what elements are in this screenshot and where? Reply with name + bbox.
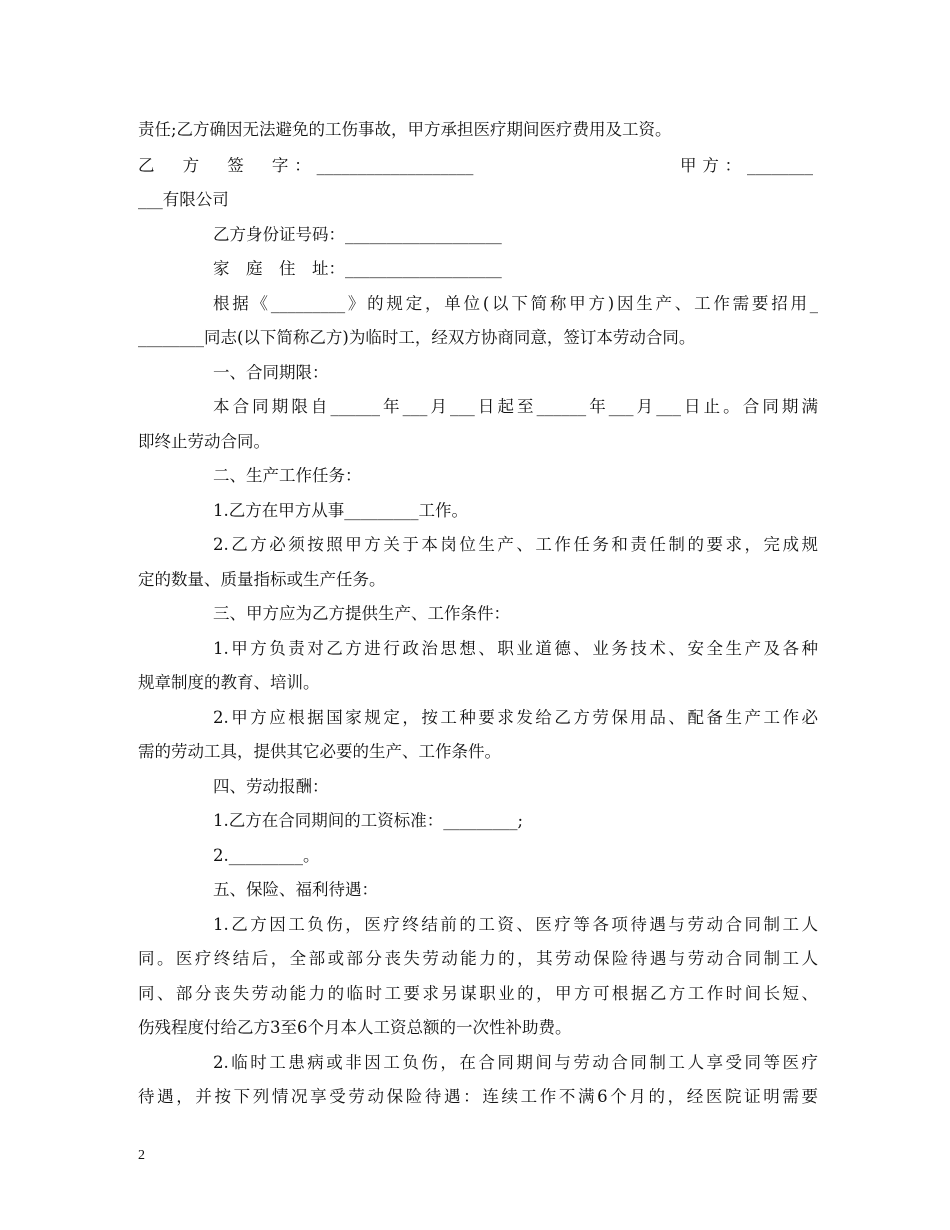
section-heading: 二、生产工作任务： [213, 466, 362, 485]
signature-line: 乙 方 签 字：___________________ 甲方：________ [138, 156, 813, 175]
section-heading: 五、保险、福利待遇： [213, 880, 378, 899]
text-line: 需的劳动工具，提供其它必要的生产、工作条件。 [138, 742, 501, 761]
text-line: 定的数量、质量指标或生产任务。 [138, 570, 386, 589]
text-line: 1.甲方负责对乙方进行政治思想、职业道德、业务技术、安全生产及各种 [213, 639, 818, 658]
text-line: 本合同期限自______年___月___日起至______年___月___日止。合同期满 [213, 397, 818, 416]
text-line: 2.甲方应根据国家规定，按工种要求发给乙方劳保用品、配备生产工作必 [213, 708, 818, 727]
text-line: 规章制度的教育、培训。 [138, 673, 320, 692]
section-heading: 三、甲方应为乙方提供生产、工作条件： [213, 604, 510, 623]
page-number: 2 [138, 1148, 145, 1163]
text-line: 即终止劳动合同。 [138, 432, 270, 451]
id-number-line: 乙方身份证号码：___________________ [213, 225, 502, 244]
text-line: 同、部分丧失劳动能力的临时工要求另谋职业的，甲方可根据乙方工作时间长短、 [138, 984, 818, 1003]
text-line: 待遇，并按下列情况享受劳动保险待遇：连续工作不满6个月的，经医院证明需要 [138, 1087, 818, 1106]
text-line: 伤残程度付给乙方3至6个月本人工资总额的一次性补助费。 [138, 1018, 572, 1037]
text-line: 1.乙方在合同期间的工资标准：_________; [213, 811, 524, 830]
address-line: 家 庭 住 址：___________________ [213, 259, 502, 278]
text-line: ________同志(以下简称乙方)为临时工，经双方协商同意，签订本劳动合同。 [138, 328, 696, 347]
text-line: 1.乙方在甲方从事_________工作。 [213, 501, 468, 520]
text-line: 责任;乙方确因无法避免的工伤事故，甲方承担医疗期间医疗费用及工资。 [138, 120, 672, 139]
text-line: 2.乙方必须按照甲方关于本岗位生产、工作任务和责任制的要求，完成规 [213, 535, 818, 554]
text-line: 根据《_________》的规定，单位(以下简称甲方)因生产、工作需要招用_ [213, 294, 818, 313]
text-line: 2._________。 [213, 846, 320, 865]
text-line: ___有限公司 [138, 190, 229, 209]
text-line: 2.临时工患病或非因工负伤，在合同期间与劳动合同制工人享受同等医疗 [213, 1053, 818, 1072]
section-heading: 一、合同期限： [213, 363, 329, 382]
text-line: 1.乙方因工负伤，医疗终结前的工资、医疗等各项待遇与劳动合同制工人 [213, 915, 818, 934]
section-heading: 四、劳动报酬： [213, 777, 329, 796]
text-line: 同。医疗终结后，全部或部分丧失劳动能力的，其劳动保险待遇与劳动合同制工人 [138, 949, 818, 968]
